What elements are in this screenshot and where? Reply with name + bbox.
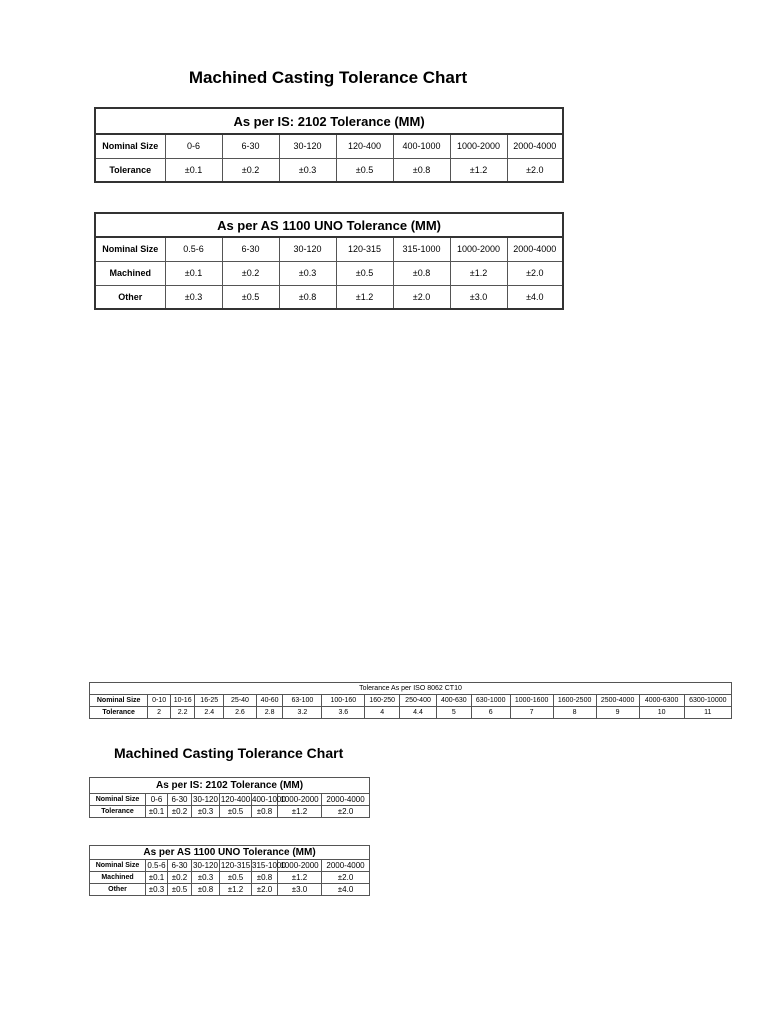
- row-label: Other: [95, 285, 165, 309]
- table-cell: 7: [510, 707, 553, 719]
- table-cell: 6300-10000: [684, 695, 731, 707]
- table-cell: 2.2: [170, 707, 195, 719]
- row-label: Tolerance: [90, 806, 146, 818]
- row-label: Tolerance: [95, 158, 165, 182]
- table-cell: 4.4: [400, 707, 437, 719]
- table-cell: 1000-1600: [510, 695, 553, 707]
- table-cell: 6: [471, 707, 510, 719]
- table-cell: 1600-2500: [553, 695, 596, 707]
- table-row: [90, 872, 370, 884]
- table-cell: 0-6: [165, 134, 222, 158]
- table-row: [90, 806, 370, 818]
- row-label: Machined: [95, 261, 165, 285]
- table-cell: ±0.1: [165, 158, 222, 182]
- table-cell: 8: [553, 707, 596, 719]
- table-cell: ±0.5: [336, 261, 393, 285]
- table-cell: 0.5-6: [165, 237, 222, 261]
- table-cell: ±0.1: [146, 872, 168, 884]
- row-label: Nominal Size: [95, 134, 165, 158]
- table-cell: ±0.1: [165, 261, 222, 285]
- table-caption: As per AS 1100 UNO Tolerance (MM): [95, 213, 563, 237]
- table-cell: ±0.2: [222, 261, 279, 285]
- table-cell: 6-30: [222, 237, 279, 261]
- table-cell: 4: [365, 707, 400, 719]
- table-cell: ±0.2: [222, 158, 279, 182]
- iso8062-tolerance-table: [89, 682, 732, 719]
- table-row: [95, 158, 563, 182]
- table-cell: ±0.2: [168, 872, 192, 884]
- table-cell: 10-16: [170, 695, 195, 707]
- table-row: [95, 285, 563, 309]
- table-cell: 11: [684, 707, 731, 719]
- table-cell: 0-6: [146, 794, 168, 806]
- table-cell: 0.5-6: [147, 861, 166, 870]
- table-cell: ±0.8: [252, 872, 278, 884]
- table-cell: ±2.0: [507, 261, 563, 285]
- table-cell: 2.8: [256, 707, 283, 719]
- row-label: Nominal Size: [90, 695, 148, 707]
- table-row: [90, 884, 370, 896]
- table-cell: 120-315: [220, 861, 251, 870]
- table-cell: ±0.3: [192, 806, 220, 818]
- table-cell: 400-1000: [393, 134, 450, 158]
- table-row: [90, 695, 732, 707]
- table-cell: 315-1000: [393, 237, 450, 261]
- row-label: Nominal Size: [90, 860, 146, 872]
- table-caption: As per IS: 2102 Tolerance (MM): [90, 778, 370, 794]
- table-cell: 2.4: [195, 707, 224, 719]
- table-cell: 160-250: [365, 695, 400, 707]
- table-cell: 0-10: [148, 695, 171, 707]
- table-cell: 2000-4000: [322, 860, 370, 872]
- table-cell: ±0.3: [165, 285, 222, 309]
- table-cell: 120-315: [336, 237, 393, 261]
- table-caption: Tolerance As per ISO 8062 CT10: [90, 683, 732, 695]
- table-cell: 400-1000: [252, 795, 286, 804]
- table-cell: ±4.0: [507, 285, 563, 309]
- table-cell: 1000-2000: [450, 134, 507, 158]
- table-cell: ±2.0: [252, 884, 278, 896]
- row-label: Nominal Size: [90, 794, 146, 806]
- table-cell: 30-120: [193, 795, 218, 804]
- secondary-title: Machined Casting Tolerance Chart: [114, 745, 344, 761]
- table-cell: ±0.5: [220, 806, 252, 818]
- table-cell: 2.6: [224, 707, 257, 719]
- table-cell: 10: [639, 707, 684, 719]
- table-cell: ±2.0: [507, 158, 563, 182]
- table-cell: 16-25: [195, 695, 224, 707]
- table-cell: 250-400: [400, 695, 437, 707]
- table-cell: 9: [596, 707, 639, 719]
- table-cell: ±0.5: [336, 158, 393, 182]
- as1100-tolerance-table: [94, 212, 564, 310]
- table-cell: 4000-6300: [639, 695, 684, 707]
- table-caption: As per AS 1100 UNO Tolerance (MM): [90, 846, 370, 860]
- table-cell: 315-1000: [252, 861, 286, 870]
- small-is2102-tolerance-table: [89, 777, 370, 818]
- table-cell: 6-30: [168, 860, 192, 872]
- table-cell: 6-30: [222, 134, 279, 158]
- table-cell: ±0.8: [393, 261, 450, 285]
- table-cell: 30-120: [279, 134, 336, 158]
- table-cell: ±1.2: [450, 261, 507, 285]
- table-cell: ±0.2: [168, 806, 192, 818]
- table-cell: 2000-4000: [322, 794, 370, 806]
- row-label: Tolerance: [90, 707, 148, 719]
- table-row: [90, 794, 370, 806]
- table-cell: 1000-2000: [278, 794, 322, 806]
- table-cell: ±2.0: [322, 872, 370, 884]
- table-cell: 1000-2000: [450, 237, 507, 261]
- table-cell: ±0.3: [279, 261, 336, 285]
- table-cell: ±1.2: [450, 158, 507, 182]
- table-cell: 63-100: [283, 695, 322, 707]
- table-cell: ±3.0: [450, 285, 507, 309]
- table-cell: ±1.2: [278, 806, 322, 818]
- table-cell: ±0.5: [168, 884, 192, 896]
- row-label: Nominal Size: [95, 237, 165, 261]
- table-cell: ±0.8: [279, 285, 336, 309]
- table-cell: ±0.3: [279, 158, 336, 182]
- table-cell: ±3.0: [278, 884, 322, 896]
- table-cell: ±1.2: [278, 872, 322, 884]
- table-cell: ±4.0: [322, 884, 370, 896]
- row-label: Machined: [90, 872, 146, 884]
- table-cell: 100-160: [322, 695, 365, 707]
- table-cell: 400-630: [436, 695, 471, 707]
- table-cell: 30-120: [193, 861, 218, 870]
- is2102-tolerance-table: [94, 107, 564, 183]
- table-cell: 40-60: [256, 695, 283, 707]
- table-cell: 120-400: [220, 795, 251, 804]
- table-cell: 120-400: [336, 134, 393, 158]
- table-cell: 2000-4000: [507, 237, 563, 261]
- table-cell: ±1.2: [336, 285, 393, 309]
- table-row: [95, 134, 563, 158]
- table-row: [90, 707, 732, 719]
- row-label: Other: [90, 884, 146, 896]
- table-cell: ±0.3: [146, 884, 168, 896]
- small-as1100-tolerance-table: [89, 845, 370, 896]
- table-cell: ±0.8: [252, 806, 278, 818]
- table-cell: 2000-4000: [507, 134, 563, 158]
- table-cell: ±0.5: [222, 285, 279, 309]
- page-title: Machined Casting Tolerance Chart: [188, 68, 468, 87]
- table-row: [95, 237, 563, 261]
- table-cell: 6-30: [168, 794, 192, 806]
- table-cell: 2500-4000: [596, 695, 639, 707]
- table-cell: ±0.3: [192, 872, 220, 884]
- table-cell: ±0.8: [393, 158, 450, 182]
- table-cell: ±0.8: [192, 884, 220, 896]
- table-caption: As per IS: 2102 Tolerance (MM): [95, 108, 563, 134]
- table-row: [90, 860, 370, 872]
- table-row: [95, 261, 563, 285]
- table-cell: 3.2: [283, 707, 322, 719]
- table-cell: ±0.5: [220, 872, 252, 884]
- table-cell: ±1.2: [220, 884, 252, 896]
- table-cell: 25-40: [224, 695, 257, 707]
- table-cell: 5: [436, 707, 471, 719]
- table-cell: ±2.0: [322, 806, 370, 818]
- table-cell: 630-1000: [471, 695, 510, 707]
- table-cell: ±2.0: [393, 285, 450, 309]
- table-cell: 1000-2000: [278, 860, 322, 872]
- table-cell: 30-120: [279, 237, 336, 261]
- table-cell: 2: [148, 707, 171, 719]
- table-cell: ±0.1: [146, 806, 168, 818]
- table-cell: 3.6: [322, 707, 365, 719]
